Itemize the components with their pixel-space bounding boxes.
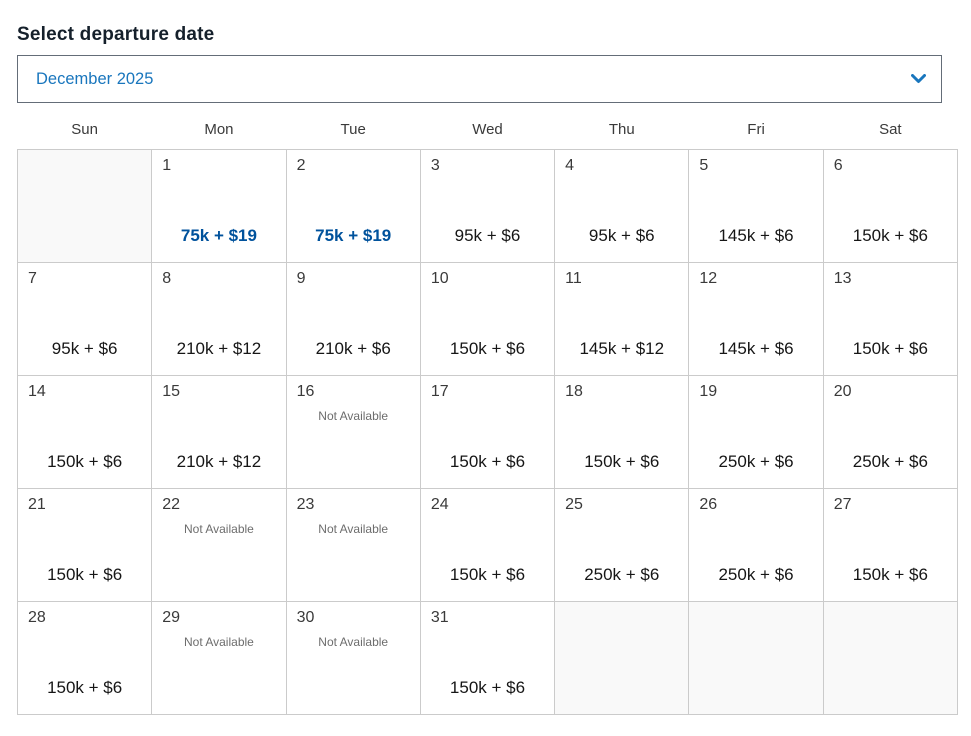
day-cell-24[interactable]	[420, 489, 554, 602]
calendar-week-row	[18, 376, 958, 489]
day-number: 6	[833, 157, 843, 174]
weekday-header-fri: Fri	[747, 121, 765, 138]
day-number: 31	[430, 609, 449, 626]
day-cell-28[interactable]	[18, 602, 152, 715]
day-number: 22	[162, 496, 181, 513]
award-price: 145k + $6	[718, 339, 794, 358]
day-number: 13	[833, 270, 852, 287]
award-price: 95k + $6	[588, 226, 655, 245]
award-price: 150k + $6	[449, 339, 526, 358]
day-number: 18	[565, 383, 583, 400]
weekday-header-sat: Sat	[879, 121, 902, 138]
award-price: 150k + $6	[449, 452, 526, 471]
day-cell-21[interactable]	[18, 489, 152, 602]
day-number: 7	[28, 270, 37, 287]
day-cell-27[interactable]	[823, 489, 957, 602]
award-price: 150k + $6	[47, 452, 123, 471]
day-cell-8[interactable]	[152, 263, 286, 376]
award-price: 150k + $6	[852, 226, 928, 245]
award-price: 150k + $6	[449, 678, 526, 697]
weekday-header-sun: Sun	[71, 121, 98, 138]
award-price: 150k + $6	[852, 565, 928, 584]
day-number: 8	[162, 270, 172, 287]
day-number: 24	[430, 496, 449, 513]
day-cell-13[interactable]	[823, 263, 957, 376]
award-price: 250k + $6	[584, 565, 660, 584]
calendar-week-row	[18, 602, 958, 715]
award-price: 95k + $6	[454, 226, 521, 245]
calendar-week-row	[18, 263, 958, 376]
chevron-down-icon	[911, 74, 926, 84]
day-number: 11	[565, 270, 582, 287]
day-cell-2[interactable]	[286, 150, 420, 263]
not-available-label: Not Available	[184, 635, 254, 649]
day-cell-10[interactable]	[420, 263, 554, 376]
day-cell-12[interactable]	[689, 263, 823, 376]
day-cell-30	[286, 602, 420, 715]
calendar-body	[18, 150, 958, 715]
calendar-week-row	[18, 489, 958, 602]
award-price: 150k + $6	[47, 565, 123, 584]
empty-day-cell	[555, 602, 689, 715]
empty-day-cell	[18, 150, 152, 263]
page-title: Select departure date	[17, 24, 215, 45]
day-cell-4[interactable]	[555, 150, 689, 263]
award-price: 150k + $6	[47, 678, 123, 697]
day-cell-3[interactable]	[420, 150, 554, 263]
empty-day-cell	[823, 602, 957, 715]
day-number: 30	[296, 609, 315, 626]
award-price: 75k + $19	[315, 226, 392, 245]
day-number: 28	[28, 609, 46, 626]
day-cell-22	[152, 489, 286, 602]
award-price: 95k + $6	[51, 339, 118, 358]
day-cell-31[interactable]	[420, 602, 554, 715]
award-price: 210k + $12	[176, 452, 262, 471]
day-cell-17[interactable]	[420, 376, 554, 489]
day-cell-16	[286, 376, 420, 489]
weekday-header	[18, 103, 958, 150]
empty-day-cell	[689, 602, 823, 715]
award-price: 150k + $6	[584, 452, 660, 471]
award-price: 210k + $12	[176, 339, 262, 358]
day-cell-26[interactable]	[689, 489, 823, 602]
award-price: 150k + $6	[852, 339, 928, 358]
day-number: 3	[430, 157, 440, 174]
day-cell-6[interactable]	[823, 150, 957, 263]
weekday-header-mon: Mon	[204, 121, 234, 138]
day-cell-25[interactable]	[555, 489, 689, 602]
day-number: 12	[699, 270, 718, 287]
weekday-header-tue: Tue	[340, 121, 366, 138]
weekday-header-thu: Thu	[608, 121, 635, 138]
day-number: 14	[28, 383, 46, 400]
not-available-label: Not Available	[184, 522, 254, 536]
day-number: 26	[699, 496, 718, 513]
award-price: 145k + $12	[579, 339, 665, 358]
award-price: 75k + $19	[180, 226, 257, 245]
day-cell-20[interactable]	[823, 376, 957, 489]
weekday-header-wed: Wed	[472, 121, 503, 138]
day-number: 5	[699, 157, 709, 174]
day-cell-29	[152, 602, 286, 715]
day-number: 20	[833, 383, 852, 400]
award-price: 150k + $6	[449, 565, 526, 584]
day-cell-14[interactable]	[18, 376, 152, 489]
day-cell-19[interactable]	[689, 376, 823, 489]
not-available-label: Not Available	[318, 635, 389, 649]
day-number: 21	[28, 496, 46, 513]
award-price: 210k + $6	[315, 339, 391, 358]
day-number: 1	[162, 157, 172, 174]
not-available-label: Not Available	[318, 522, 389, 536]
day-number: 4	[565, 157, 575, 174]
day-number: 25	[565, 496, 583, 513]
weekday-header-row	[18, 103, 958, 150]
award-price: 250k + $6	[718, 452, 794, 471]
day-number: 19	[699, 383, 718, 400]
calendar-week-row	[18, 150, 958, 263]
day-cell-9[interactable]	[286, 263, 420, 376]
day-number: 29	[162, 609, 181, 626]
award-price: 250k + $6	[852, 452, 928, 471]
not-available-label: Not Available	[318, 409, 389, 423]
day-number: 23	[296, 496, 315, 513]
day-number: 10	[430, 270, 449, 287]
day-cell-5[interactable]	[689, 150, 823, 263]
day-number: 15	[162, 383, 181, 400]
day-cell-23	[286, 489, 420, 602]
day-cell-11[interactable]	[555, 263, 689, 376]
day-cell-18[interactable]	[555, 376, 689, 489]
day-number: 17	[430, 383, 449, 400]
month-select-value: December 2025	[36, 69, 154, 88]
day-number: 9	[296, 270, 306, 287]
award-calendar	[17, 103, 958, 715]
day-number: 2	[296, 157, 306, 174]
award-price: 250k + $6	[718, 565, 794, 584]
day-number: 27	[833, 496, 852, 513]
day-cell-1[interactable]	[152, 150, 286, 263]
day-cell-15[interactable]	[152, 376, 286, 489]
award-price: 145k + $6	[718, 226, 794, 245]
day-cell-7[interactable]	[18, 263, 152, 376]
day-number: 16	[296, 383, 315, 400]
month-select[interactable]	[17, 55, 942, 103]
